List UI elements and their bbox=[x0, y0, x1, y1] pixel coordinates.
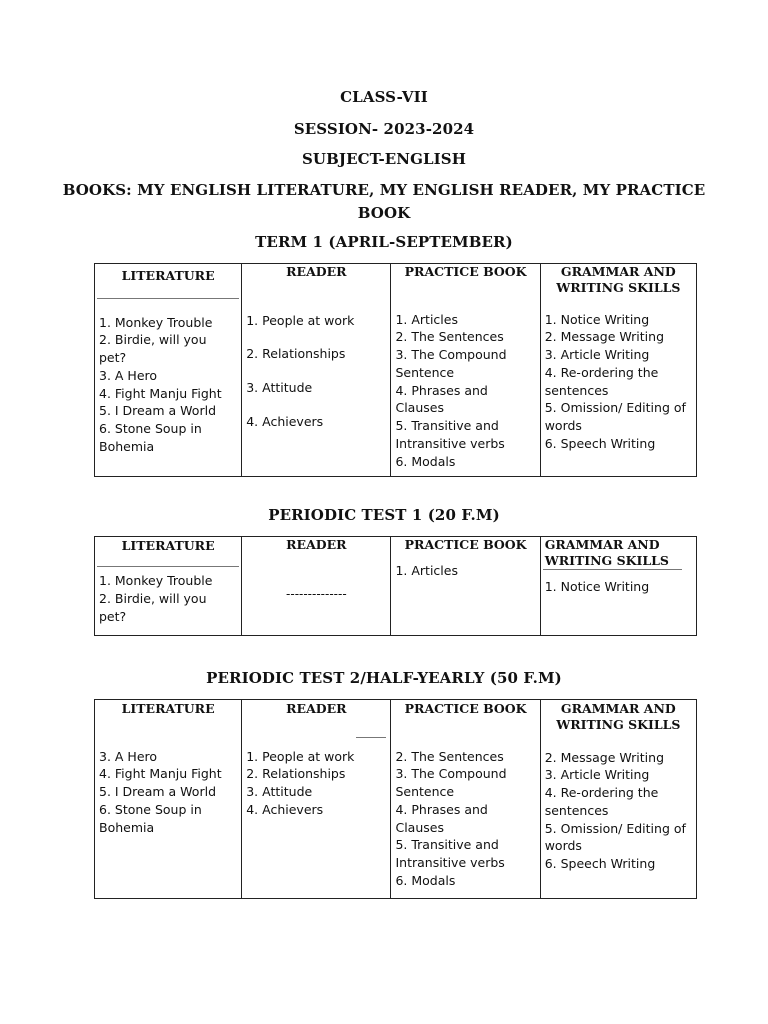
list-item: 3. The Compound Sentence bbox=[395, 766, 507, 800]
books-heading: BOOKS: MY ENGLISH LITERATURE, MY ENGLISH READER, MY PRACTICE BOOK bbox=[62, 181, 706, 222]
subject-heading: SUBJECT-ENGLISH bbox=[302, 150, 466, 168]
list-item: 3. Article Writing bbox=[544, 767, 650, 783]
pt2-literature-cell bbox=[95, 740, 242, 899]
pt2-practice-cell bbox=[391, 740, 540, 899]
pt1-header-reader: READER bbox=[242, 537, 391, 571]
pt2-reader-cell bbox=[242, 740, 391, 899]
reader-placeholder: -------------- bbox=[286, 587, 347, 601]
term1-literature-cell bbox=[95, 302, 242, 477]
list-item: 1. People at work bbox=[246, 748, 355, 764]
pt1-practice-cell bbox=[391, 563, 540, 636]
term1-header-literature: LITERATURE bbox=[95, 264, 242, 302]
pt1-header-practice: PRACTICE BOOK bbox=[391, 537, 540, 571]
list-item: 1. Notice Writing bbox=[544, 579, 650, 594]
list-item: 4. Re-ordering the sentences bbox=[544, 785, 659, 818]
pt2-header-reader: READER bbox=[242, 700, 391, 740]
list-item: 6. Modals bbox=[395, 873, 456, 889]
list-item: 1. Articles bbox=[395, 563, 458, 578]
list-item: 4. Phrases and Clauses bbox=[395, 801, 488, 835]
class-heading: CLASS-VII bbox=[340, 88, 428, 106]
pt2-header-grammar: GRAMMAR AND WRITING SKILLS bbox=[540, 700, 696, 740]
list-item: 2. The Sentences bbox=[395, 748, 504, 764]
list-item: 3. A Hero bbox=[99, 367, 158, 383]
pt1-literature-cell bbox=[95, 570, 242, 636]
list-item: 2. Birdie, will you pet? bbox=[99, 590, 207, 624]
list-item: 2. The Sentences bbox=[395, 329, 504, 345]
list-item: 2. Message Writing bbox=[544, 749, 665, 765]
list-item: 5. Omission/ Editing of words bbox=[544, 820, 686, 854]
list-item: 1. People at work bbox=[246, 312, 355, 328]
pt2-header-literature: LITERATURE bbox=[121, 701, 215, 716]
pt1-grammar-cell bbox=[540, 570, 696, 636]
list-item: 1. Monkey Trouble bbox=[99, 314, 213, 330]
session-heading: SESSION- 2023-2024 bbox=[293, 120, 475, 138]
list-item: 2. Message Writing bbox=[544, 329, 665, 345]
term1-header-reader: READER bbox=[242, 264, 391, 302]
term1-grammar-cell bbox=[540, 302, 696, 477]
list-item: 2. Relationships bbox=[246, 766, 346, 782]
pt1-header-grammar: GRAMMAR AND WRITING SKILLS bbox=[540, 537, 696, 571]
pt2-header-practice: PRACTICE BOOK bbox=[391, 700, 540, 740]
list-item: 5. Transitive and Intransitive verbs bbox=[395, 418, 505, 452]
list-item: 6. Stone Soup in Bohemia bbox=[99, 801, 202, 835]
list-item: 4. Phrases and Clauses bbox=[395, 382, 488, 416]
pt2-grammar-cell bbox=[540, 740, 696, 899]
list-item: 6. Speech Writing bbox=[544, 436, 656, 452]
list-item: 6. Speech Writing bbox=[544, 856, 656, 872]
term1-reader-cell bbox=[242, 302, 391, 477]
list-item: 3. Article Writing bbox=[544, 347, 650, 363]
term1-header-practice: PRACTICE BOOK bbox=[391, 264, 540, 302]
list-item: 1. Notice Writing bbox=[544, 311, 650, 327]
list-item: 5. I Dream a World bbox=[99, 403, 217, 419]
pt1-header-literature: LITERATURE bbox=[95, 537, 242, 571]
pt1-title: PERIODIC TEST 1 (20 F.M) bbox=[268, 506, 500, 524]
list-item: 3. Attitude bbox=[246, 380, 313, 396]
list-item: 3. A Hero bbox=[99, 748, 158, 764]
list-item: 5. I Dream a World bbox=[99, 784, 217, 800]
pt1-reader-cell bbox=[242, 570, 391, 636]
list-item: 6. Stone Soup in Bohemia bbox=[99, 421, 202, 455]
list-item: 4. Fight Manju Fight bbox=[99, 766, 222, 782]
term1-header-grammar: GRAMMAR AND WRITING SKILLS bbox=[540, 264, 696, 302]
term1-title: TERM 1 (APRIL-SEPTEMBER) bbox=[255, 233, 513, 251]
pt2-table bbox=[94, 699, 697, 899]
list-item: 4. Achievers bbox=[246, 413, 324, 429]
term1-table bbox=[94, 263, 697, 477]
list-item: 5. Omission/ Editing of words bbox=[544, 400, 686, 434]
list-item: 3. The Compound Sentence bbox=[395, 347, 507, 380]
list-item: 1. Articles bbox=[395, 311, 458, 327]
list-item: 1. Monkey Trouble bbox=[99, 573, 213, 588]
list-item: 4. Fight Manju Fight bbox=[99, 385, 222, 401]
list-item: 3. Attitude bbox=[246, 784, 313, 800]
list-item: 2. Birdie, will you pet? bbox=[99, 332, 207, 366]
list-item: 6. Modals bbox=[395, 453, 456, 469]
list-item: 2. Relationships bbox=[246, 346, 346, 362]
pt1-table bbox=[94, 536, 697, 636]
list-item: 4. Achievers bbox=[246, 801, 324, 817]
list-item: 4. Re-ordering the sentences bbox=[544, 364, 659, 398]
list-item: 5. Transitive and Intransitive verbs bbox=[395, 837, 505, 871]
term1-practice-cell bbox=[391, 302, 540, 477]
pt2-title: PERIODIC TEST 2/HALF-YEARLY (50 F.M) bbox=[206, 669, 562, 687]
